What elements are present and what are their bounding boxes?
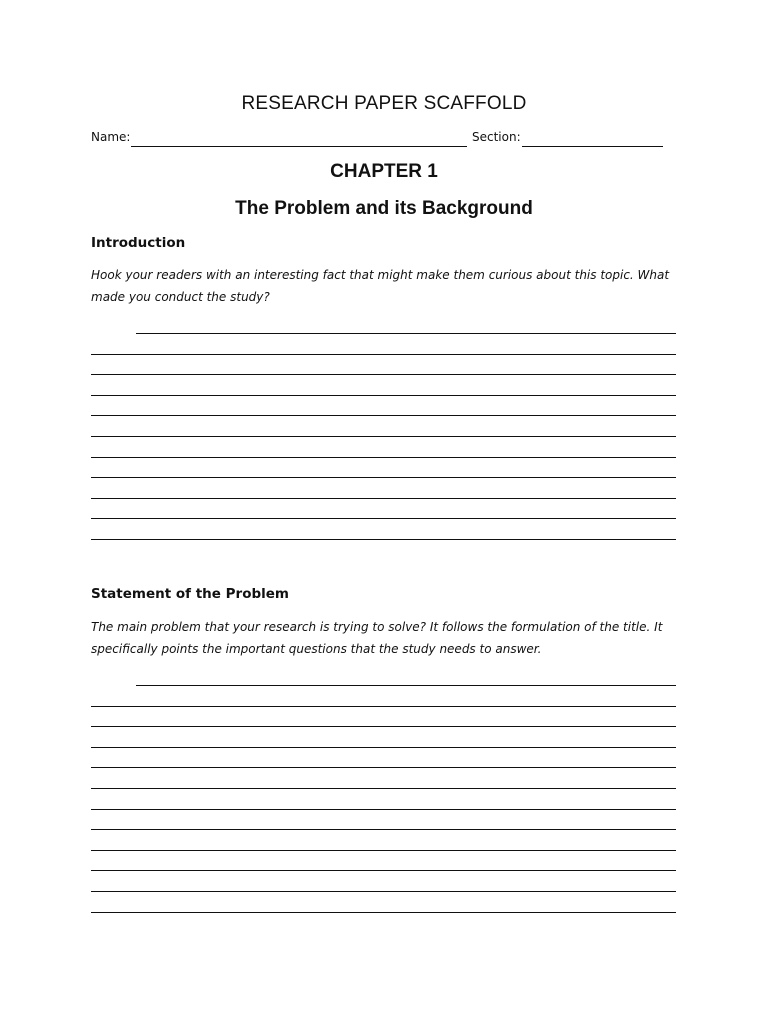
chapter-heading: CHAPTER 1 [330, 161, 438, 182]
answer-line[interactable] [91, 870, 676, 871]
section-label: Section: [472, 130, 521, 144]
introduction-heading: Introduction [91, 235, 186, 251]
answer-line[interactable] [136, 333, 676, 334]
answer-line[interactable] [91, 374, 676, 375]
answer-line[interactable] [91, 498, 676, 499]
document-title: RESEARCH PAPER SCAFFOLD [241, 93, 527, 114]
name-field[interactable] [131, 146, 467, 147]
chapter-title: The Problem and its Background [235, 198, 533, 219]
answer-line[interactable] [91, 436, 676, 437]
answer-line[interactable] [91, 457, 676, 458]
answer-line[interactable] [91, 829, 676, 830]
section-field[interactable] [522, 146, 663, 147]
answer-line[interactable] [91, 912, 676, 913]
answer-line[interactable] [91, 477, 676, 478]
answer-line[interactable] [91, 539, 676, 540]
answer-line[interactable] [91, 850, 676, 851]
student-info-row [91, 130, 671, 150]
statement-prompt: The main problem that your research is trying to solve? It follows the formulation of the title. It specifically points the important questions that the study needs to answer. [91, 620, 663, 656]
answer-line[interactable] [136, 685, 676, 686]
answer-line[interactable] [91, 726, 676, 727]
name-label: Name: [91, 130, 131, 144]
introduction-prompt: Hook your readers with an interesting fact that might make them curious about this topic. What made you conduct the study? [91, 268, 670, 304]
answer-line[interactable] [91, 767, 676, 768]
answer-line[interactable] [91, 891, 676, 892]
answer-line[interactable] [91, 706, 676, 707]
answer-line[interactable] [91, 415, 676, 416]
answer-line[interactable] [91, 395, 676, 396]
answer-line[interactable] [91, 518, 676, 519]
statement-heading: Statement of the Problem [91, 586, 289, 602]
answer-line[interactable] [91, 747, 676, 748]
answer-line[interactable] [91, 809, 676, 810]
answer-line[interactable] [91, 354, 676, 355]
answer-line[interactable] [91, 788, 676, 789]
